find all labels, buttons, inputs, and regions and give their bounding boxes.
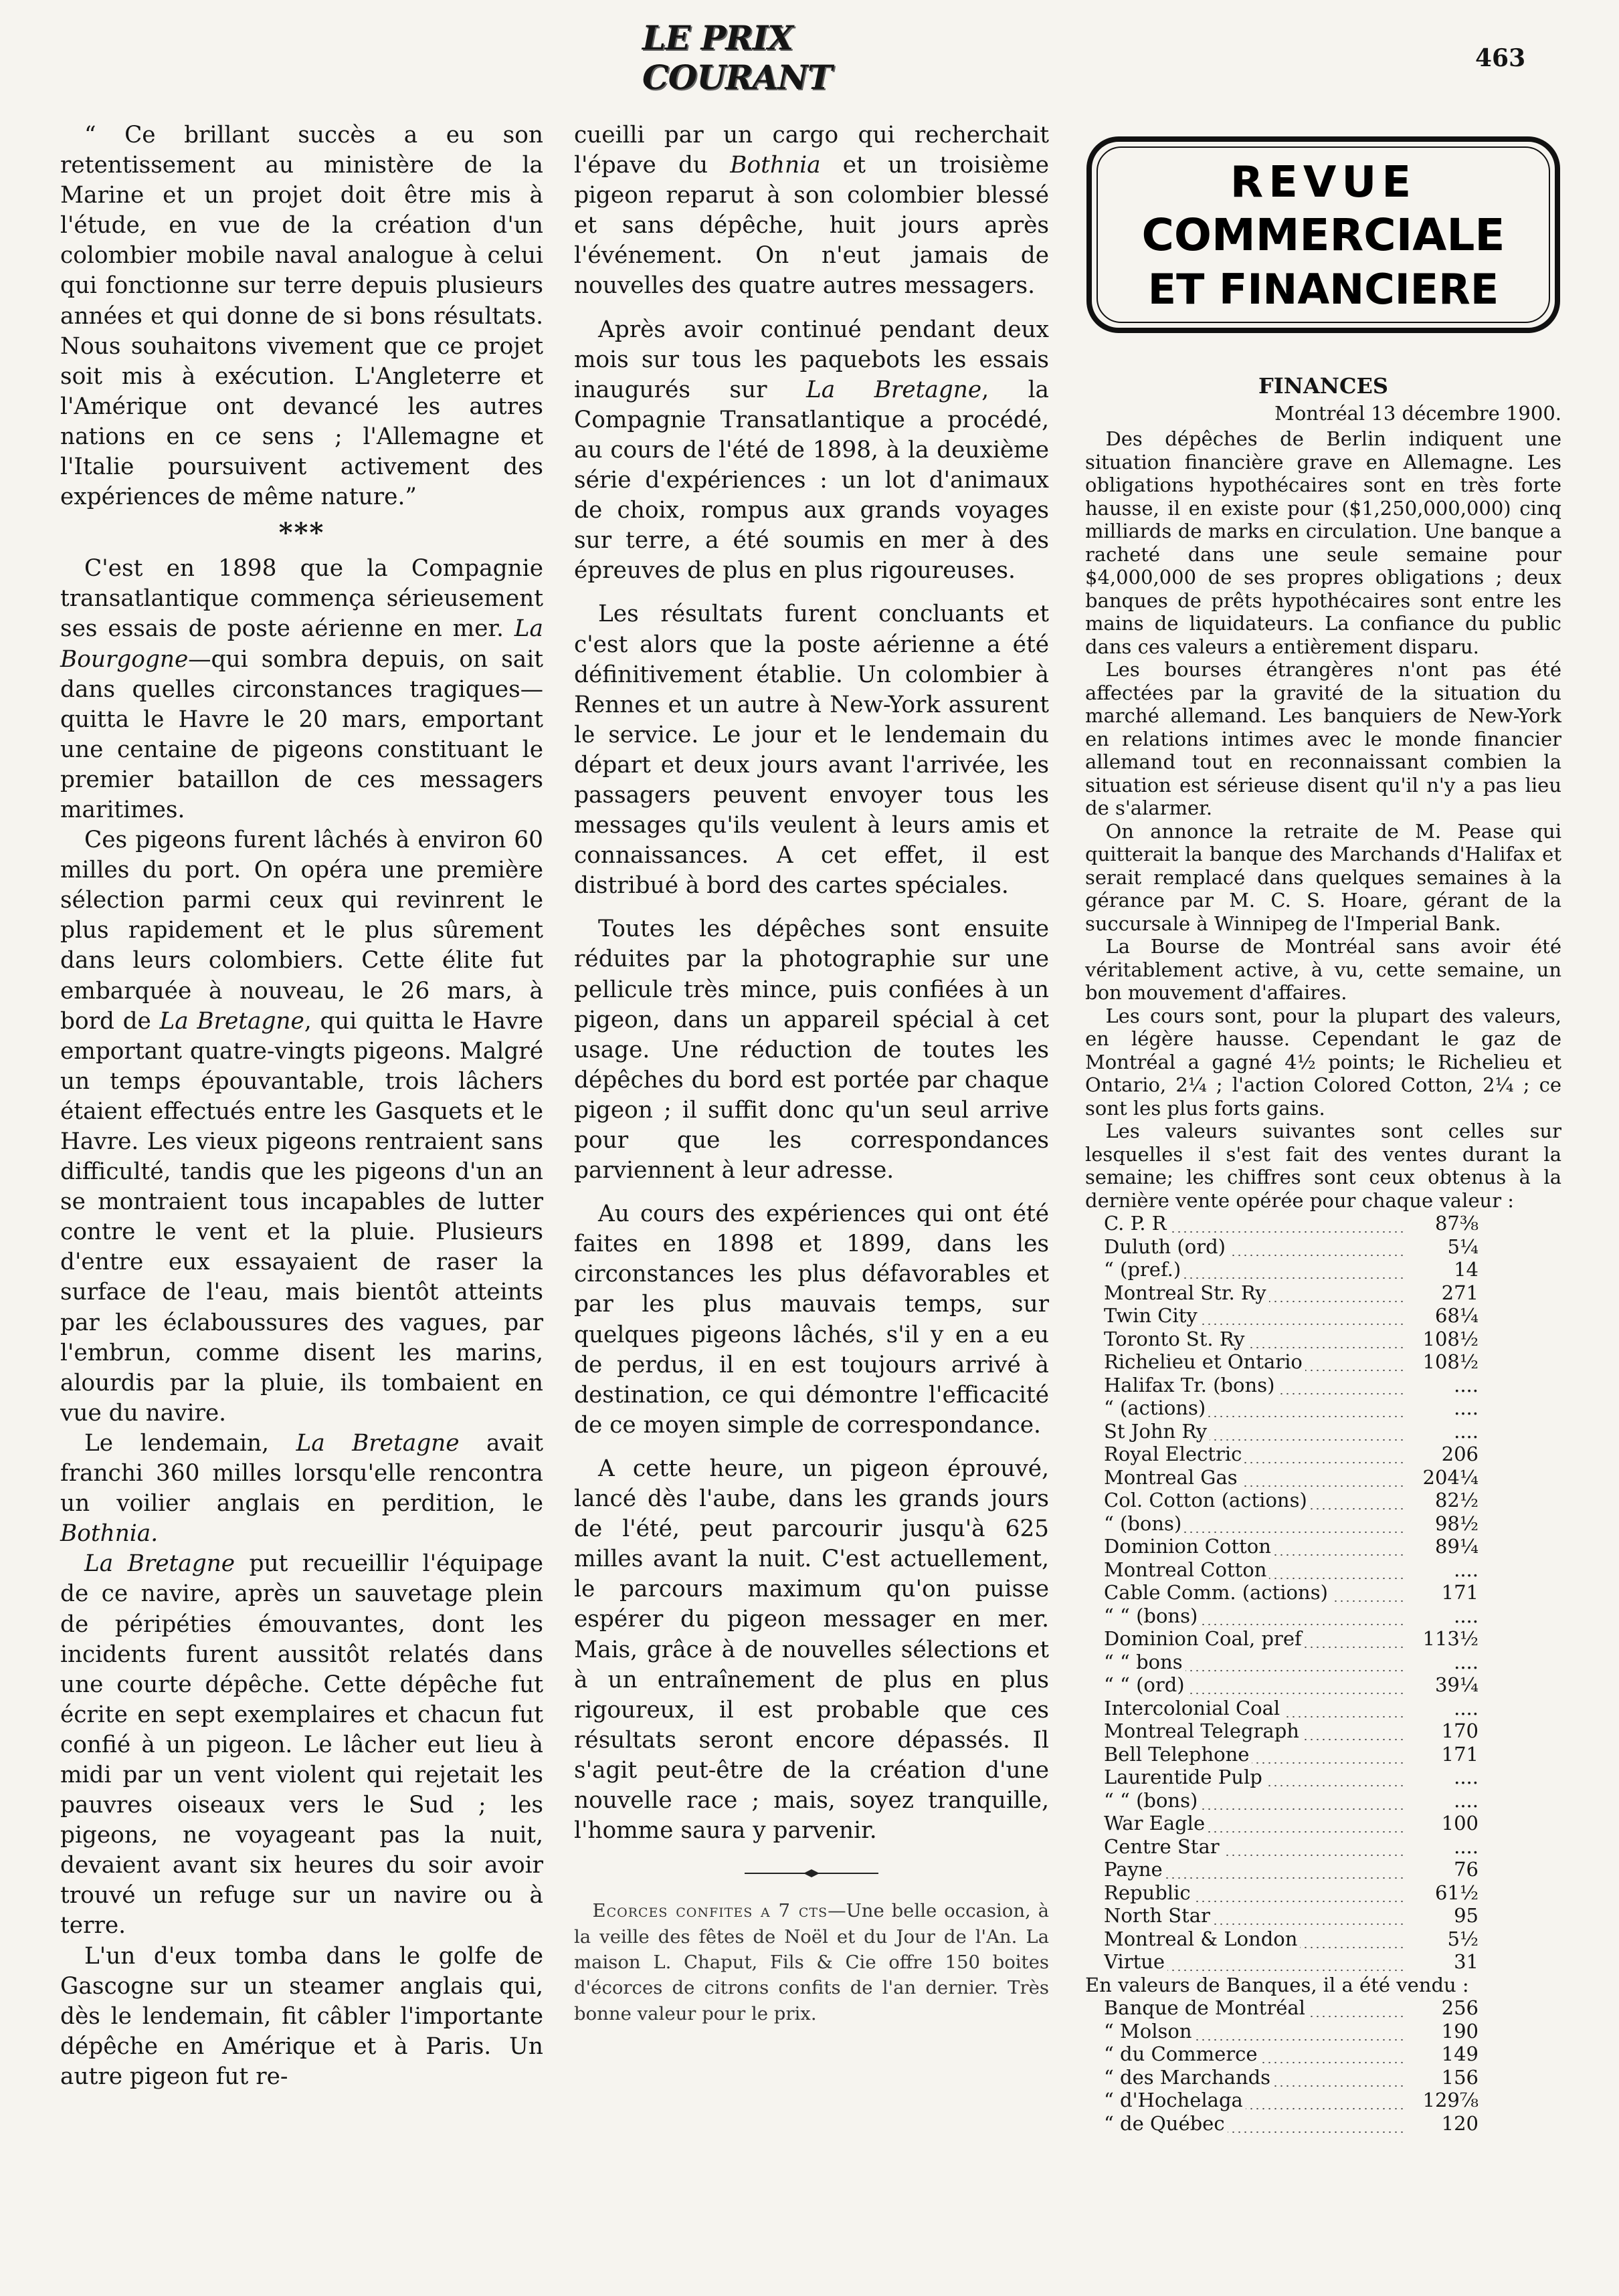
stock-price: 171	[1441, 1581, 1479, 1604]
stock-price: ....	[1454, 1396, 1479, 1419]
table-row	[1104, 1466, 1479, 1489]
paragraph: Toutes les dépêches sont ensuite réduites par la photographie sur une pellicule très mince, puis confiées à un pigeon, dans un appareil spécial à cet usage. Une réduction de toutes les dépêches du bord est portée par chaque pigeon ; il suffit donc qu'un seul arrive pour que les correspondances parviennent à leur adresse.	[574, 916, 1049, 1184]
table-row	[1104, 1558, 1479, 1582]
table-row	[1104, 1258, 1479, 1281]
stock-price: 100	[1441, 1812, 1479, 1835]
stock-name: Montreal Cotton	[1104, 1558, 1404, 1582]
stock-name: Cable Comm. (actions)	[1104, 1581, 1404, 1604]
table-row	[1104, 1927, 1479, 1951]
table-row	[1104, 2089, 1479, 2112]
table-row	[1104, 1996, 1479, 2020]
stock-name: North Star	[1104, 1904, 1404, 1927]
stock-name: Richelieu et Ontario	[1104, 1350, 1404, 1374]
stock-name: Banque de Montréal	[1104, 1996, 1404, 2020]
table-row	[1104, 1651, 1479, 1674]
revue-banner	[1085, 135, 1561, 334]
paragraph: Les résultats furent concluants et c'est alors que la poste aérienne a été définitivement établie. Un colombier à Rennes et un autre à New-York assurent le service. Le jour et le lendemain du départ et deux jours avant l'arrivée, les passagers peuvent envoyer tous les messages qu'ils veulent à leurs amis et connaissances. A cet effet, il est distribué à bord des cartes spéciales.	[574, 601, 1049, 900]
stock-name: “ “ (bons)	[1104, 1789, 1404, 1812]
banks-intro: En valeurs de Banques, il a été vendu :	[1085, 1973, 1469, 1996]
table-row	[1104, 1489, 1479, 1512]
stock-name: Dominion Coal, pref	[1104, 1627, 1404, 1651]
stock-name: “ (actions)	[1104, 1396, 1404, 1420]
stock-price: 108½	[1422, 1350, 1479, 1373]
paragraph: Des dépêches de Berlin indiquent une situation financière grave en Allemagne. Les obligations hypothécaires sont en très forte hausse, il en existe pour ($1,250,000,000) cinq milliards de marks en circulation. Une banque a racheté dans une seule semaine pour $4,000,000 de ses propres obligations ; deux banques de prêts hypothécaires sont entre les mains de liquidateurs. La confiance du public dans ces valeurs a entièrement disparu.	[1085, 427, 1561, 658]
stock-name: “ Molson	[1104, 2020, 1404, 2043]
stock-price: 76	[1454, 1858, 1479, 1881]
stock-price: ....	[1454, 1419, 1479, 1443]
stock-name: “ du Commerce	[1104, 2043, 1404, 2066]
stock-price: 156	[1441, 2065, 1479, 2089]
stock-price: 5½	[1447, 1927, 1479, 1950]
table-row	[1104, 1881, 1479, 1905]
stock-price: ....	[1454, 1766, 1479, 1788]
stock-price: 89¼	[1434, 1535, 1479, 1558]
paragraph: C'est en 1898 que la Compagnie transatlantique commença sérieusement ses essais de poste aérienne en mer. La Bourgogne—qui sombra depuis, on sait dans quelles circonstances tragiques—quitta le Havre le 20 mars, emportant une centaine de pigeons constituant le premier bataillon de ces messagers maritimes.	[60, 555, 543, 823]
stock-name: Laurentide Pulp	[1104, 1766, 1404, 1789]
stock-price: 98½	[1434, 1511, 1479, 1535]
stock-price: 82½	[1434, 1489, 1479, 1511]
table-row	[1104, 1212, 1479, 1235]
table-row	[1104, 1374, 1479, 1397]
stock-price: 190	[1441, 2019, 1479, 2043]
table-row	[1104, 1812, 1479, 1835]
stock-name: Bell Telephone	[1104, 1743, 1404, 1766]
table-row	[1104, 1512, 1479, 1536]
stock-name: C. P. R	[1104, 1212, 1404, 1235]
stock-price: 129⅞	[1422, 2089, 1479, 2111]
stock-price: 14	[1454, 1258, 1479, 1281]
stock-name: Payne	[1104, 1858, 1404, 1881]
paragraph: On annonce la retraite de M. Pease qui quitterait la banque des Marchands d'Halifax et serait remplacé dans quelques semaines à la gérance par M. C. S. Hoare, gérant de la succursale à Winnipeg de l'Imperial Bank.	[1085, 819, 1561, 935]
stock-price: 108½	[1422, 1327, 1479, 1350]
paragraph: Au cours des expériences qui ont été faites en 1898 et 1899, dans les circonstances les plus défavorables et par les plus mauvais temps, sur quelques pigeons lâchés, s'il y en a eu de perdus, il en est toujours arrivé à destination, ce qui démontre l'efficacité de ce moyen simple de correspondance.	[574, 1201, 1049, 1439]
stock-name: St John Ry	[1104, 1420, 1404, 1443]
paragraph: “ Ce brillant succès a eu son retentissement au ministère de la Marine et un projet doit être mis à l'étude, en vue de la création d'un colombier mobile naval analogue à celui qui fonctionne sur terre depuis plusieurs années et qui donne de si bons résultats. Nous souhaitons vivement que ce projet soit mis à exécution. L'Angleterre et l'Amérique ont devancé les autres nations en ce sens ; l'Allemagne et l'Italie poursuivent activement des expériences de même nature.”	[60, 122, 543, 511]
table-row	[1104, 1673, 1479, 1697]
stock-name: “ des Marchands	[1104, 2066, 1404, 2089]
stock-name: “ “ bons	[1104, 1651, 1404, 1674]
table-row	[1104, 1443, 1479, 1466]
table-row	[1104, 1719, 1479, 1743]
stock-name: “ “ (bons)	[1104, 1604, 1404, 1628]
table-row	[1104, 1328, 1479, 1351]
stock-name: “ de Québec	[1104, 2112, 1404, 2135]
paragraph: Les valeurs suivantes sont celles sur lesquelles il s'est fait des ventes durant la semaine; les chiffres sont ceux obtenus à la dernière vente opérée pour chaque valeur :	[1085, 1120, 1561, 1212]
stock-price: 149	[1441, 2043, 1479, 2065]
stock-name: “ (pref.)	[1104, 1258, 1404, 1281]
column-1	[60, 120, 543, 2092]
table-row	[1104, 1789, 1479, 1812]
table-row	[1104, 1350, 1479, 1374]
stock-price: 31	[1454, 1950, 1479, 1973]
stock-name: Col. Cotton (actions)	[1104, 1489, 1404, 1512]
paragraph: L'un d'eux tomba dans le golfe de Gascogne sur un steamer anglais qui, dès le lendemain, fit câbler l'importante dépêche en Amérique et à Paris. Un autre pigeon fut re-	[60, 1942, 543, 2090]
stock-name: Montreal Str. Ry	[1104, 1281, 1404, 1305]
table-row	[1104, 2112, 1479, 2135]
banner-line-2: COMMERCIALE	[1141, 209, 1505, 261]
stock-price: 170	[1441, 1719, 1479, 1742]
dateline: Montréal 13 décembre 1900.	[1274, 401, 1561, 425]
stock-price: ....	[1454, 1788, 1479, 1812]
column-3	[1085, 375, 1561, 2135]
table-row	[1104, 1858, 1479, 1881]
stock-price: 256	[1441, 1996, 1479, 2019]
stock-price: 204¼	[1422, 1465, 1479, 1489]
stock-price: 95	[1454, 1904, 1479, 1927]
stock-name: Dominion Cotton	[1104, 1535, 1404, 1558]
stock-price: ....	[1454, 1373, 1479, 1396]
stock-name: War Eagle	[1104, 1812, 1404, 1835]
stock-name: Montreal Telegraph	[1104, 1719, 1404, 1743]
page-number: 463	[1475, 44, 1526, 72]
stock-name: Montreal Gas	[1104, 1466, 1404, 1489]
table-row	[1104, 1535, 1479, 1558]
stock-price: 61½	[1434, 1881, 1479, 1904]
stock-table	[1104, 1212, 1479, 1974]
table-row	[1104, 1604, 1479, 1628]
stock-price: ....	[1454, 1835, 1479, 1858]
paragraph: Après avoir continué pendant deux mois sur tous les paquebots les essais inaugurés sur La Bretagne, la Compagnie Transatlantique a procédé, au cours de l'été de 1898, à la deuxième série d'expériences : un lot d'animaux de choix, rompus aux grands voyages sur terre, a été soumis en mer à des épreuves de plus en plus rigoureuses.	[574, 316, 1049, 585]
table-row	[1104, 1396, 1479, 1420]
stock-name: Royal Electric	[1104, 1443, 1404, 1466]
table-row	[1104, 1904, 1479, 1927]
banner-line-1: REVUE	[1230, 158, 1417, 207]
table-row	[1104, 1235, 1479, 1259]
table-row	[1104, 1766, 1479, 1789]
stock-name: “ “ (ord)	[1104, 1673, 1404, 1697]
stock-name: Intercolonial Coal	[1104, 1697, 1404, 1720]
stock-name: Toronto St. Ry	[1104, 1328, 1404, 1351]
paragraph: La Bretagne put recueillir l'équipage de ce navire, après un sauvetage plein de péripéties émouvantes, dont les incidents furent aussitôt relatés dans une courte dépêche. Cette dépêche fut écrite en sept exemplaires et chacun fut confié à un pigeon. Le lâcher eut lieu à midi par un vent violent qui rejetait les pauvres oiseaux vers le Sud ; les pigeons, ne voyageant pas la nuit, devaient avant six heures du soir avoir trouvé un refuge sur un navire ou à terre.	[60, 1550, 544, 1940]
table-row	[1104, 1697, 1479, 1720]
stock-price: ....	[1454, 1558, 1479, 1581]
asterism: ***	[278, 517, 325, 549]
ornament-divider	[574, 1869, 1049, 1878]
stock-price: 171	[1441, 1742, 1479, 1766]
table-row	[1104, 1950, 1479, 1974]
table-row	[1104, 1627, 1479, 1651]
paragraph: Les cours sont, pour la plupart des valeurs, en légère hausse. Cependant le gaz de Montréal a gagné 4½ points; le Richelieu et Ontario, 2¼ ; l'action Colored Cotton, 2¼ ; ce sont les plus forts gains.	[1085, 1004, 1561, 1120]
stock-name: Montreal & London	[1104, 1927, 1404, 1951]
stock-name: Duluth (ord)	[1104, 1235, 1404, 1259]
stock-price: 5¼	[1447, 1235, 1479, 1258]
bank-table	[1104, 1996, 1479, 2135]
table-row	[1104, 1743, 1479, 1766]
stock-name: Republic	[1104, 1881, 1404, 1905]
paragraph: Ces pigeons furent lâchés à environ 60 milles du port. On opéra une première sélection parmi ceux qui revinrent le plus rapidement et le plus sûrement dans leurs colombiers. Cette élite fut embarquée à nouveau, le 26 mars, à bord de La Bretagne, qui quitta le Havre emportant quatre-vingts pigeons. Malgré un temps épouvantable, trois lâchers étaient effectués entre les Gasquets et le Havre. Les vieux pigeons rentraient sans difficulté, tandis que les pigeons d'un an se montraient tous incapables de lutter contre le vent et la pluie. Plusieurs d'entre eux essayaient de raser la surface de l'eau, mais bientôt atteints par les éclaboussures des vagues, par l'embrun, comme disent les marins, alourdis par la pluie, ils tombaient en vue du navire.	[60, 827, 543, 1427]
stock-price: ....	[1454, 1696, 1479, 1719]
stock-price: 271	[1441, 1281, 1479, 1304]
table-row	[1104, 2020, 1479, 2043]
stock-price: 113½	[1422, 1627, 1479, 1650]
stock-price: 39¼	[1434, 1673, 1479, 1696]
stock-price: ....	[1454, 1604, 1479, 1627]
notice-heading: Ecorces confites a 7 cts	[592, 1900, 828, 1922]
table-row	[1104, 1420, 1479, 1443]
table-row	[1104, 1281, 1479, 1305]
section-heading: FINANCES	[1258, 373, 1388, 399]
stock-price: 68¼	[1434, 1304, 1479, 1327]
paragraph: cueilli par un cargo qui recherchait l'épave du Bothnia et un troisième pigeon reparut à son colombier blessé et sans dépêche, huit jours après l'événement. On n'eut jamais de nouvelles des quatre autres messagers.	[574, 122, 1049, 300]
stock-price: 87⅜	[1434, 1212, 1479, 1235]
paragraph: A cette heure, un pigeon éprouvé, lancé dès l'aube, dans les grands jours de l'été, peut parcourir jusqu'à 625 milles avant la nuit. C'est actuellement, le parcours maximum qu'on puisse espérer du pigeon messager en mer. Mais, grâce à de nouvelles sélections et à un entraînement de plus en plus rigoureux, il est probable que ces résultats seront encore dépassés. Il s'agit peut-être de la création d'une nouvelle race ; mais, soyez tranquille, l'homme saura y parvenir.	[574, 1455, 1049, 1845]
column-2	[574, 120, 1049, 2026]
table-row	[1104, 2066, 1479, 2089]
masthead: LE PRIX COURANT	[642, 18, 832, 97]
table-row	[1104, 1581, 1479, 1604]
stock-price: ....	[1454, 1650, 1479, 1673]
table-row	[1104, 2043, 1479, 2066]
stock-name: Centre Star	[1104, 1835, 1404, 1859]
table-row	[1104, 1304, 1479, 1328]
stock-name: “ (bons)	[1104, 1512, 1404, 1536]
notice: Ecorces confites a 7 cts—Une belle occasion, à la veille des fêtes de Noël et du Jour de l'An. La maison L. Chaput, Fils & Cie offre 150 boites d'écorces de citrons confits de l'an dernier. Très bonne valeur pour le prix.	[574, 1900, 1049, 2024]
stock-name: “ d'Hochelaga	[1104, 2089, 1404, 2112]
stock-name: Twin City	[1104, 1304, 1404, 1328]
paragraph: La Bourse de Montréal sans avoir été véritablement active, à vu, cette semaine, un bon mouvement d'affaires.	[1085, 935, 1561, 1004]
stock-name: Virtue	[1104, 1950, 1404, 1974]
paragraph: Le lendemain, La Bretagne avait franchi 360 milles lorsqu'elle rencontra un voilier anglais en perdition, le Bothnia.	[60, 1429, 543, 1548]
stock-name: Halifax Tr. (bons)	[1104, 1374, 1404, 1397]
banner-line-3: ET FINANCIERE	[1147, 265, 1499, 314]
paragraph: Les bourses étrangères n'ont pas été affectées par la gravité de la situation du marché allemand. Les banquiers de New-York en relations intimes avec le monde financier allemand tout en reconnaissant combien la situation est sérieuse disent qu'il n'y a pas lieu de s'alarmer.	[1085, 658, 1561, 819]
stock-price: 120	[1441, 2111, 1479, 2135]
table-row	[1104, 1835, 1479, 1859]
stock-price: 206	[1441, 1443, 1479, 1465]
